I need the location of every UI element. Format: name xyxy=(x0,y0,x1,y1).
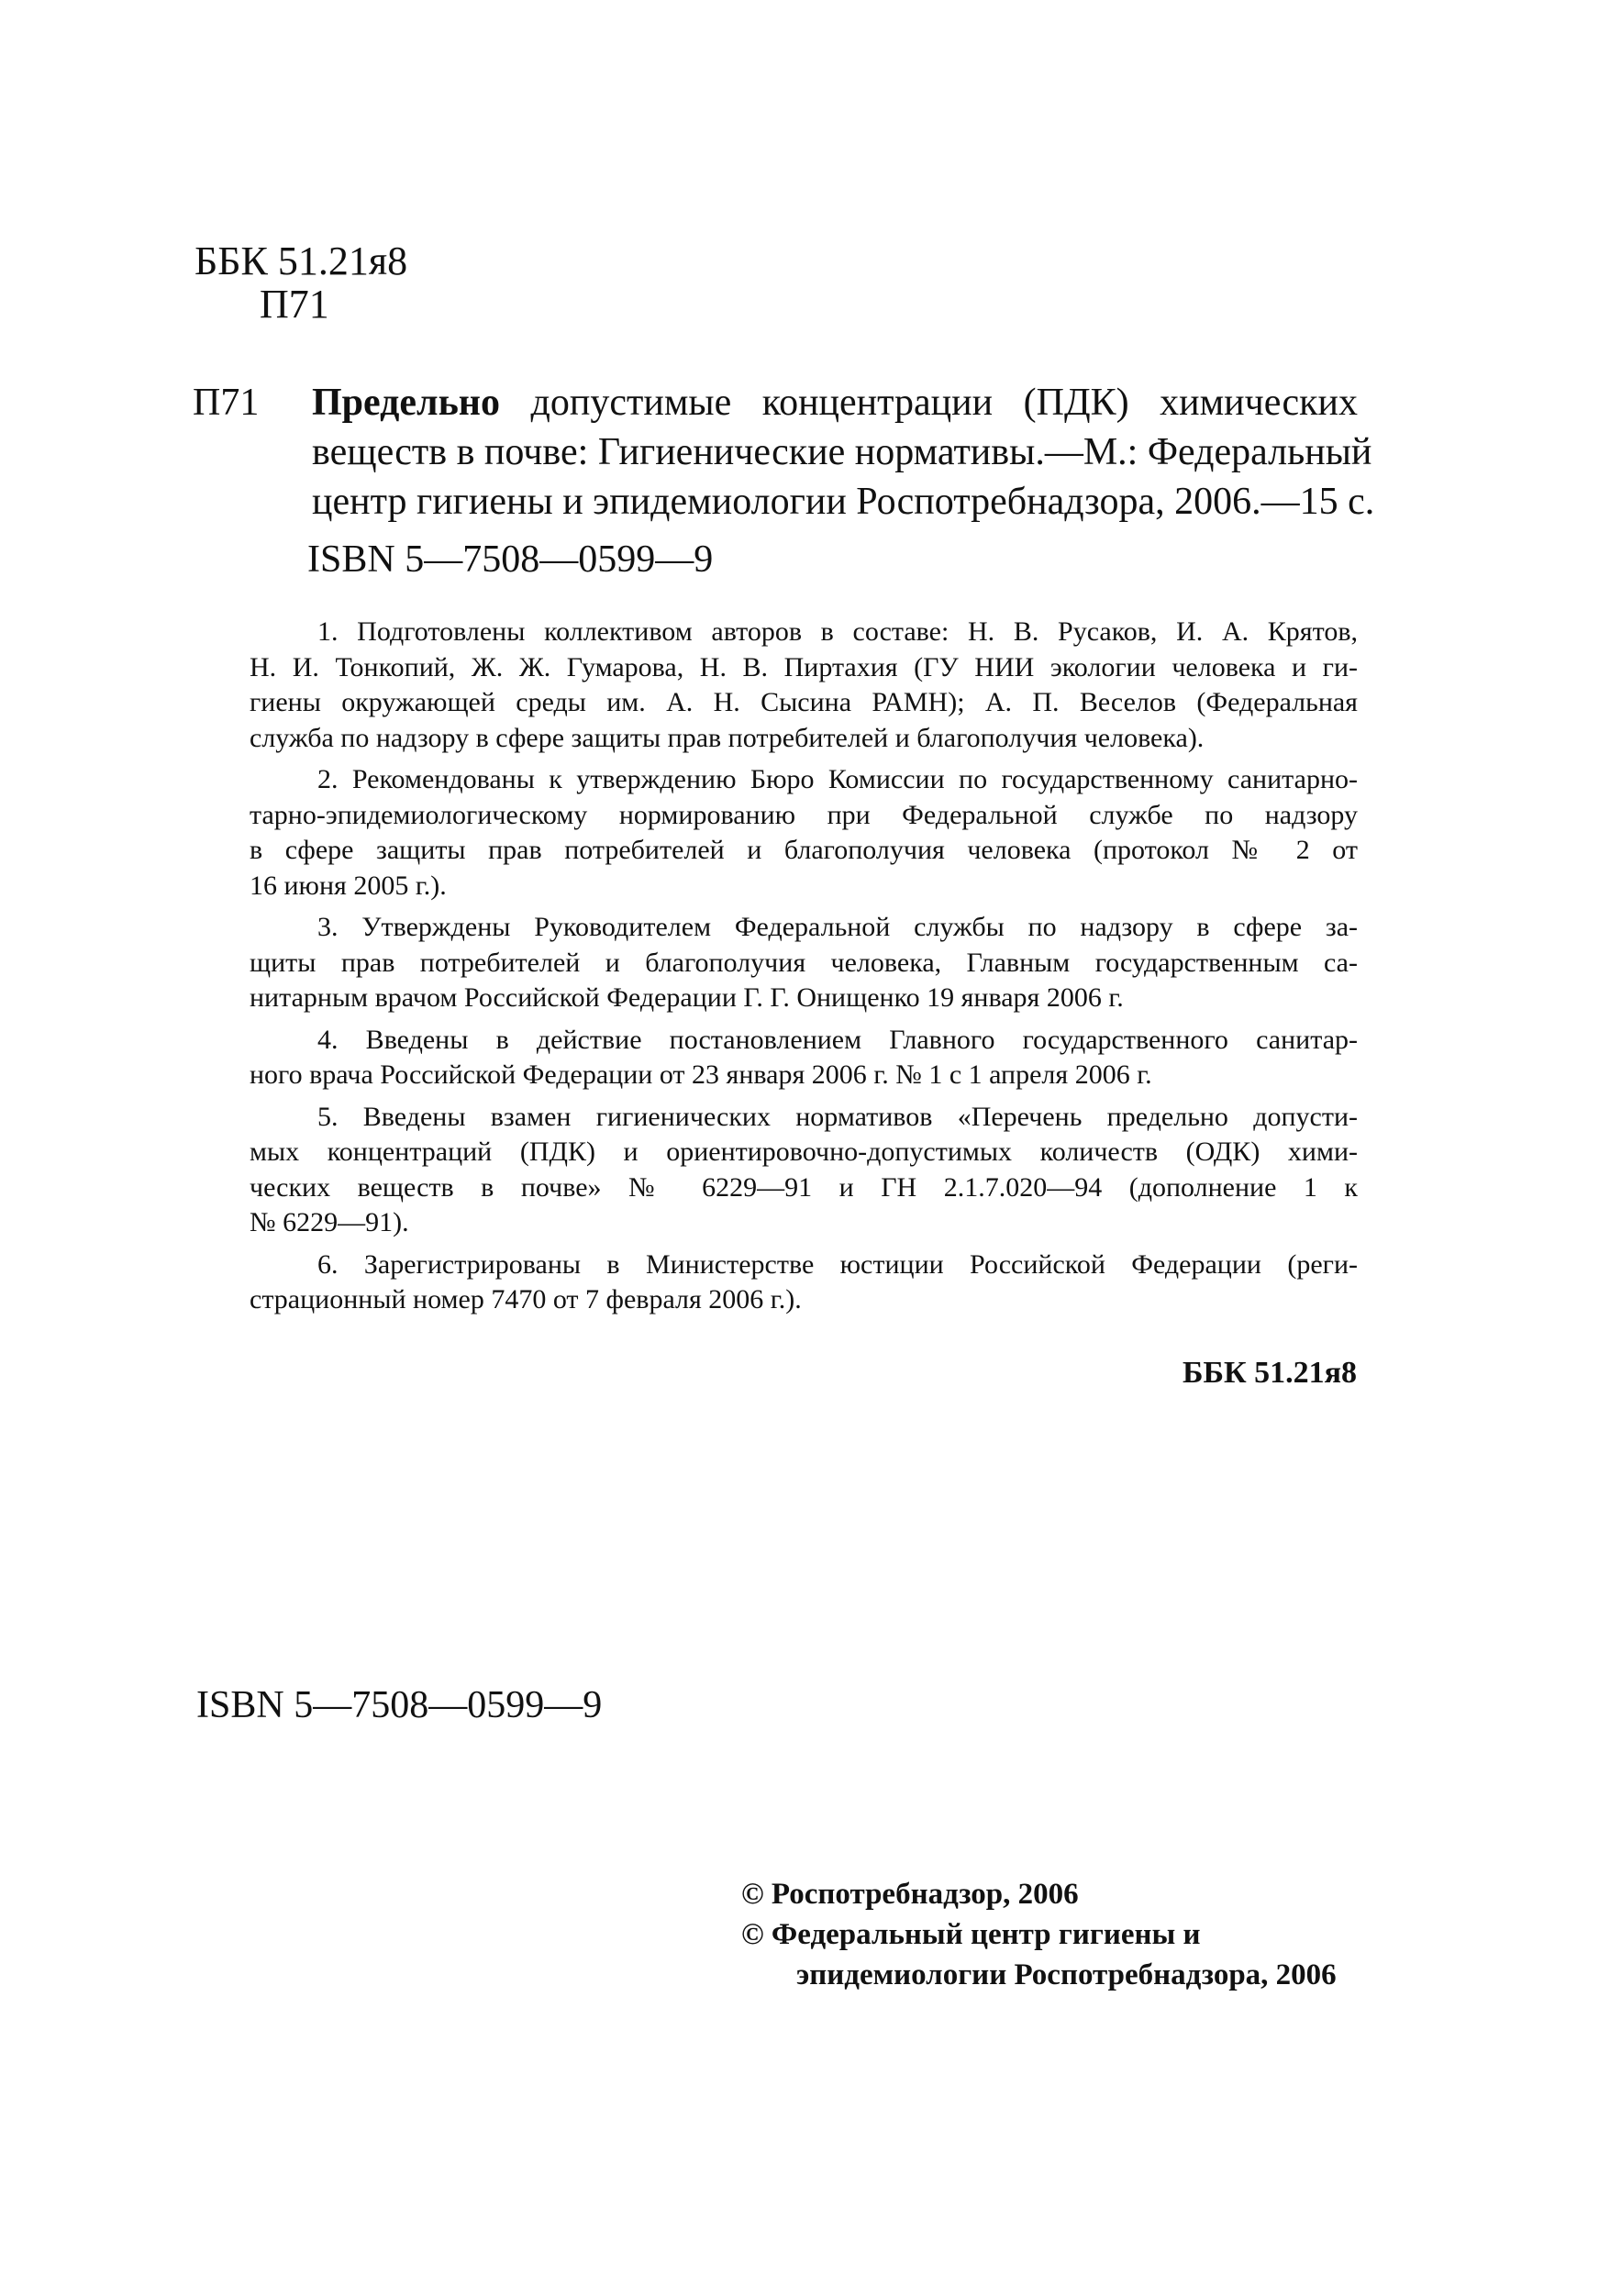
note-4 xyxy=(250,1023,1358,1093)
note-1 xyxy=(250,615,1358,756)
note-3 xyxy=(250,910,1358,1016)
isbn-catalog: ISBN 5—7508—0599—9 xyxy=(307,538,714,581)
note-2 xyxy=(250,762,1358,904)
note-line: служба по надзору в сфере защиты прав потребителей и благополучия человека). xyxy=(250,722,1205,753)
note-line: 2. Рекомендованы к утверждению Бюро Комиссии по государственному санитарно- xyxy=(317,764,1358,794)
note-line: щиты прав потребителей и благополучия человека, Главным государственным са- xyxy=(250,947,1358,978)
catalog-line-1 xyxy=(193,378,1358,427)
author-mark: П71 xyxy=(260,282,329,327)
bbk-classification-right: ББК 51.21я8 xyxy=(1182,1356,1357,1390)
note-6 xyxy=(250,1248,1358,1318)
note-line: 5. Введены взамен гигиенических нормативов «Перечень предельно допусти- xyxy=(317,1101,1358,1132)
catalog-lead-word: Предельно xyxy=(312,382,500,424)
note-line: 1. Подготовлены коллективом авторов в составе: Н. В. Русаков, И. А. Крятов, xyxy=(317,616,1358,647)
catalog-line-3: центр гигиены и эпидемиологии Роспотребнадзора, 2006.—15 с. xyxy=(312,481,1375,523)
note-5 xyxy=(250,1100,1358,1241)
note-line: № 6229—91). xyxy=(250,1207,409,1237)
copyright-line-1: © Роспотребнадзор, 2006 xyxy=(741,1878,1079,1911)
note-line: тарно-эпидемиологическому нормированию при Федеральной службе по надзору xyxy=(250,799,1358,830)
copyright-block xyxy=(741,1874,1337,1995)
note-line: ного врача Российской Федерации от 23 января 2006 г. № 1 с 1 апреля 2006 г. xyxy=(250,1059,1152,1090)
catalog-entry xyxy=(193,378,1375,527)
note-line: Н. И. Тонкопий, Ж. Ж. Гумарова, Н. В. Пиртахия (ГУ НИИ экологии человека и ги- xyxy=(250,651,1358,682)
note-line: мых концентраций (ПДК) и ориентировочно-допустимых количеств (ОДК) хими- xyxy=(250,1137,1358,1167)
catalog-text: допустимые концентрации (ПДК) химических xyxy=(499,382,1358,424)
note-line: гиены окружающей среды им. А. Н. Сысина РАМН); А. П. Веселов (Федеральная xyxy=(250,687,1358,717)
catalog-line-2: веществ в почве: Гигиенические нормативы.—М.: Федеральный xyxy=(312,431,1372,473)
note-line: страционный номер 7470 от 7 февраля 2006 г.). xyxy=(250,1284,802,1314)
note-line: 16 июня 2005 г.). xyxy=(250,870,447,901)
copyright-line-2: © Федеральный центр гигиены и xyxy=(741,1918,1201,1951)
notes-list xyxy=(250,615,1358,1325)
isbn-bottom: ISBN 5—7508—0599—9 xyxy=(196,1684,603,1726)
note-line: в сфере защиты прав потребителей и благополучия человека (протокол № 2 от xyxy=(250,835,1358,865)
note-line: 3. Утверждены Руководителем Федеральной службы по надзору в сфере за- xyxy=(317,912,1358,942)
note-line: ческих веществ в почве» № 6229—91 и ГН 2.1.7.020—94 (дополнение 1 к xyxy=(250,1171,1358,1203)
copyright-line-3: эпидемиологии Роспотребнадзора, 2006 xyxy=(796,1958,1337,1991)
note-line: нитарным врачом Российской Федерации Г. Г. Онищенко 19 января 2006 г. xyxy=(250,982,1124,1013)
note-line: 6. Зарегистрированы в Министерстве юстиции Российской Федерации (реги- xyxy=(317,1248,1358,1280)
catalog-code: П71 xyxy=(193,382,260,424)
bbk-classification: ББК 51.21я8 xyxy=(194,238,408,283)
note-line: 4. Введены в действие постановлением Главного государственного санитар- xyxy=(317,1024,1358,1055)
